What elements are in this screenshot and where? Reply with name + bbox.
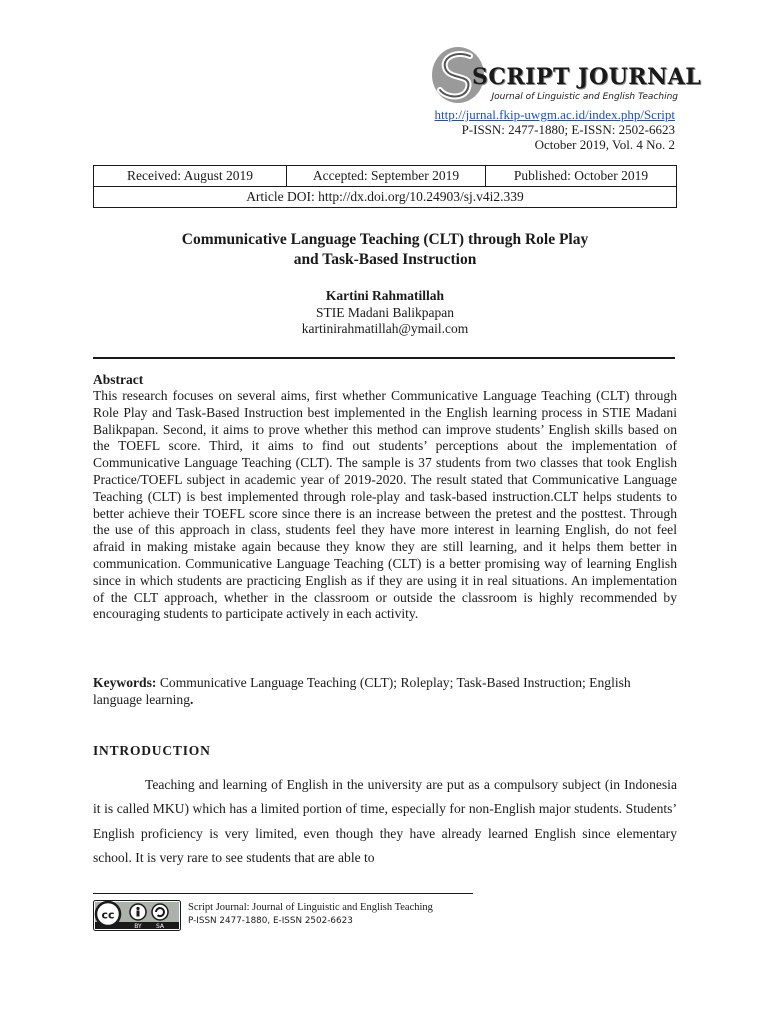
logo-subtitle: Journal of Linguistic and English Teaching: [491, 92, 678, 102]
abstract-heading: Abstract: [93, 372, 144, 387]
logo-title: SCRIPT JOURNAL: [472, 64, 702, 90]
svg-text:cc: cc: [101, 908, 115, 922]
article-doi[interactable]: Article DOI: http://dx.doi.org/10.24903/sj.v4i2.339: [94, 187, 677, 208]
journal-issn: P-ISSN: 2477-1880; E-ISSN: 2502-6623: [461, 122, 675, 137]
keywords-end: .: [190, 692, 194, 707]
received-date: Received: August 2019: [94, 166, 287, 187]
paper-title-line-2: and Task-Based Instruction: [293, 251, 477, 268]
author-affiliation: STIE Madani Balikpapan: [316, 305, 454, 320]
introduction-body: [93, 773, 677, 871]
footer-issn: P-ISSN 2477-1880, E-ISSN 2502-6623: [188, 916, 353, 926]
footer-divider: [93, 893, 473, 894]
article-dates-table: [93, 165, 677, 208]
journal-logo: [428, 44, 702, 106]
abstract-body: This research focuses on several aims, first whether Communicative Language Teaching (CLT) through Role Play and Task-Based Instruction best implemented in the English learning process in STIE Madani Balikpapan. Second, it aims to prove whether this method can improve students’ English skills based on the TOEFL score. Third, it aims to find out students’ perceptions about the implementation of Communicative Language Teaching (CLT). The sample is 37 students from two classes that took English Practice/TOEFL subject in academic year of 2019-2020. The result stated that Communicative Language Teaching (CLT) is best implemented through role-play and task-based instruction.CLT helps students to better achieve their TOEFL score since there is an increase between the pretest and the posttest. Through the use of this approach in class, students feel they have more interest in learning English, do not feel afraid in making mistake again because they know they are still learning, and it helps them better in communication. Communicative Language Teaching (CLT) is a better promising way of learning English since in which students are practicing English as if they are using it in real situations. An implementation of the CLT approach, whether in the classroom or outside the classroom is highly recommended by encouraging students to participate actively in each activity.: [93, 388, 677, 622]
paper-title: [93, 230, 677, 270]
journal-issue: October 2019, Vol. 4 No. 2: [534, 137, 675, 152]
header-divider: [93, 357, 675, 359]
footer-journal-name: Script Journal: Journal of Linguistic and English Teaching: [188, 902, 433, 913]
published-date: Published: October 2019: [486, 166, 677, 187]
introduction-text: Teaching and learning of English in the university are put as a compulsory subject (in Indonesia it is called MKU) which has a limited portion of time, especially for non-English major students. Students’ English proficiency is very limited, even though they have already learned English since elementary school. It is very rare to see students that are able to: [93, 777, 677, 866]
cc-sa-label: SA: [155, 923, 165, 930]
keywords-label: Keywords:: [93, 675, 157, 690]
journal-url-link[interactable]: http://jurnal.fkip-uwgm.ac.id/index.php/Script: [434, 107, 675, 122]
author-name: Kartini Rahmatillah: [325, 288, 445, 303]
introduction-heading: INTRODUCTION: [93, 743, 211, 758]
cc-by-label: BY: [134, 923, 142, 930]
keywords: [93, 674, 677, 708]
paper-title-line-1: Communicative Language Teaching (CLT) through Role Play: [181, 231, 589, 248]
author-email[interactable]: kartinirahmatillah@ymail.com: [301, 321, 469, 336]
accepted-date: Accepted: September 2019: [287, 166, 486, 187]
cc-by-sa-license-icon[interactable]: [93, 900, 181, 931]
keywords-text: Communicative Language Teaching (CLT); Roleplay; Task-Based Instruction; English language learning: [93, 675, 631, 707]
